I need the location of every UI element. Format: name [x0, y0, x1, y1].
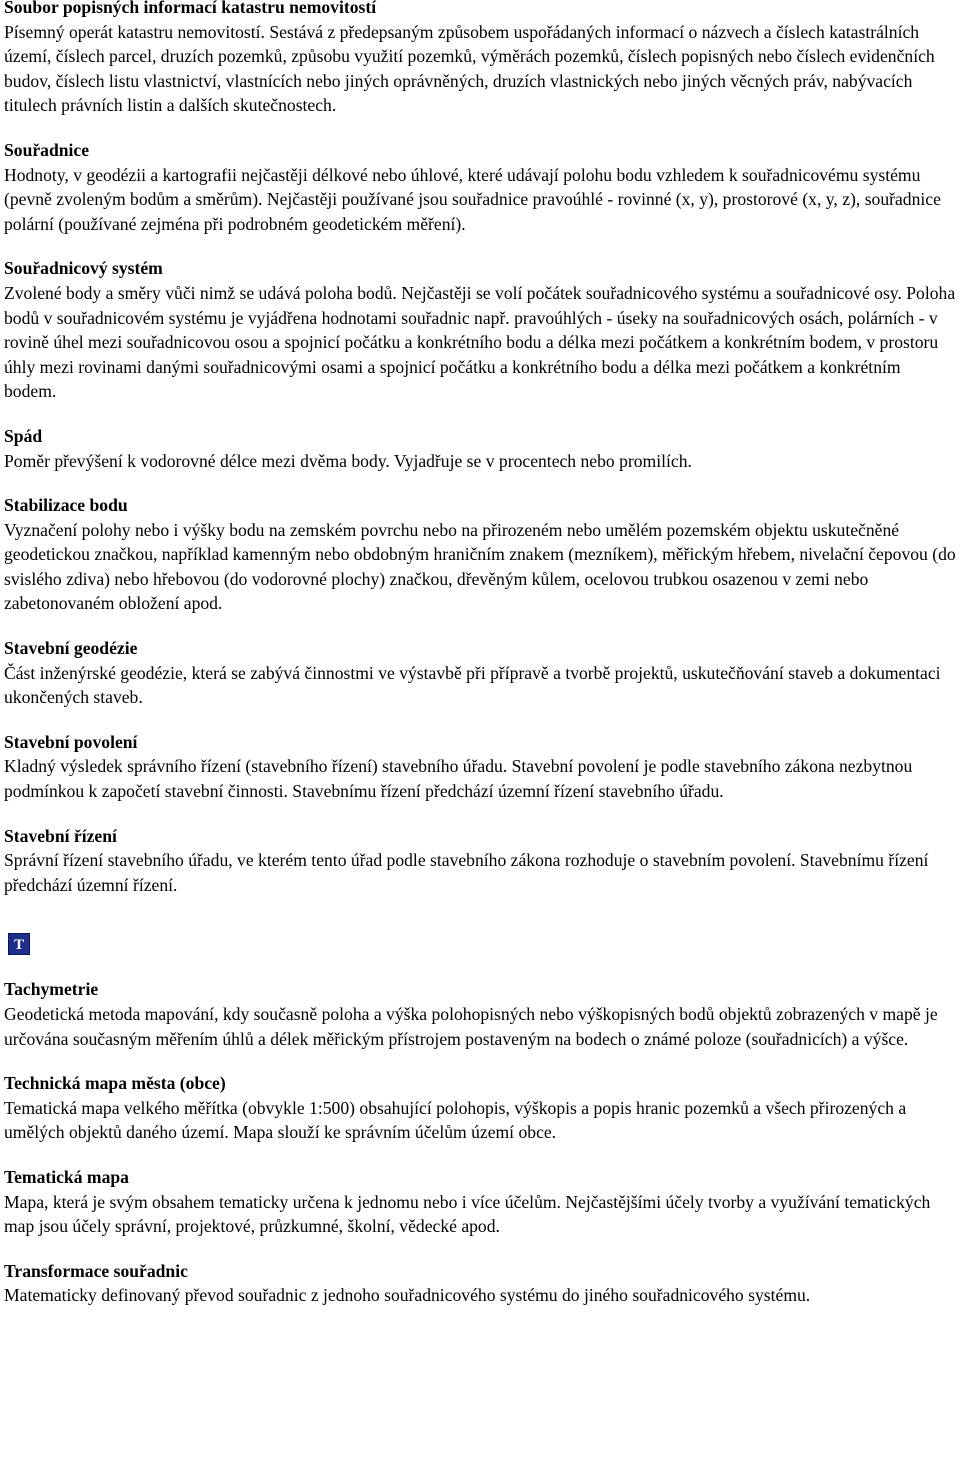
entry-definition: Geodetická metoda mapování, kdy současně poloha a výška polohopisných nebo výškopisných bodů objektů zobrazených v mapě je určována současným měřením úhlů a délek měřickým přístrojem postaveným na bodech o známé poloze (souřadnicích) a výšce. [4, 1004, 938, 1049]
entry-definition: Správní řízení stavebního úřadu, ve kterém tento úřad podle stavebního zákona rozhoduje o stavebním povolení. Stavebnímu řízení předchází územní řízení. [4, 850, 929, 895]
entry-term: Tachymetrie [4, 979, 99, 1000]
glossary-entry [4, 138, 956, 236]
entry-definition: Kladný výsledek správního řízení (stavebního řízení) stavebního úřadu. Stavební povolení je podle stavebního zákona nezbytnou podmínkou k započetí stavební činnosti. Stavebnímu řízení předchází územní řízení stavebního úřadu. [4, 756, 913, 802]
glossary-entry [4, 1259, 956, 1308]
entry-definition: Písemný operát katastru nemovitostí. Sestává z předepsaným způsobem uspořádaných informací o názvech a číslech katastrálních území, číslech parcel, druzích pozemků, způsobu využití pozemků, výměrách pozemků, číslech popisných nebo číslech evidenčních budov, číslech listu vlastnictví, vlastnících nebo jiných oprávněných, druzích vlastnických nebo jiných věcných práv, nabývacích titulech právních listin a dalších skutečnostech. [4, 21, 935, 116]
glossary-entry [4, 730, 956, 804]
letter-marker-t[interactable]: T [8, 933, 30, 955]
entry-term: Tematická mapa [4, 1166, 129, 1187]
entry-definition: Hodnoty, v geodézii a kartografii nejčastěji délkové nebo úhlové, které udávají polohu bodu vzhledem k souřadnicovému systému (pevně zvoleným bodům a směrům). Nejčastěji používané jsou souřadnice pravoúhlé - rovinné (x, y), prostorové (x, y, z), souřadnice polární (používané zejména při podrobném geodetickém měření). [4, 164, 941, 234]
entry-definition: Část inženýrské geodézie, která se zabývá činnostmi ve výstavbě při přípravě a tvorbě projektů, uskutečňování staveb a dokumentaci ukončených staveb. [4, 662, 941, 708]
glossary-entry [4, 636, 956, 710]
glossary-entry [4, 0, 956, 118]
entry-term: Technická mapa města (obce) [4, 1073, 226, 1094]
glossary-page [4, 0, 956, 1328]
entry-definition: Tematická mapa velkého měřítka (obvykle 1:500) obsahující polohopis, výškopis a popis hranic pozemků a všech přirozených a umělých objektů daného území. Mapa slouží ke správním účelům území obce. [4, 1097, 907, 1143]
entry-term: Stavební povolení [4, 731, 138, 752]
entry-definition: Vyznačení polohy nebo i výšky bodu na zemském povrchu nebo na přirozeném nebo umělém pozemském objektu uskutečněné geodetickou značkou, například kamenným nebo obdobným hraničním znakem (mezníkem), měřickým hřebem, nivelační čepovou (do svislého zdiva) nebo hřebovou (do vodorovné plochy) značkou, dřevěným kůlem, ocelovou trubkou osazenou v zemi nebo zabetonovaném obložení apod. [4, 519, 956, 614]
letter-section [4, 917, 956, 977]
glossary-entry [4, 977, 956, 1051]
glossary-entry [4, 1071, 956, 1145]
entry-definition: Zvolené body a směry vůči nimž se udává poloha bodů. Nejčastěji se volí počátek souřadnicového systému a souřadnicové osy. Poloha bodů v souřadnicovém systému je vyjádřena hodnotami souřadnic např. pravoúhlých - úseky na souřadnicových osách, polárních - v rovině úhel mezi souřadnicovou osou a spojnicí počátku a konkrétního bodu a délka mezi počátkem a konkrétním bodem, v prostoru úhly mezi rovinami danými souřadnicovými osami a spojnicí počátku a konkrétního bodu a délka mezi počátkem a konkrétním bodem. [4, 282, 956, 402]
entry-definition: Matematicky definovaný převod souřadnic z jednoho souřadnicového systému do jiného souřadnicového systému. [4, 1285, 811, 1306]
entry-term: Soubor popisných informací katastru nemovitostí [4, 0, 377, 17]
glossary-entry [4, 493, 956, 616]
entry-definition: Poměr převýšení k vodorovné délce mezi dvěma body. Vyjadřuje se v procentech nebo promilích. [4, 450, 692, 471]
entry-term: Stabilizace bodu [4, 495, 128, 516]
glossary-entry [4, 1165, 956, 1239]
entry-term: Souřadnicový systém [4, 258, 163, 279]
entry-term: Stavební řízení [4, 825, 117, 846]
entry-term: Stavební geodézie [4, 638, 138, 659]
entry-term: Souřadnice [4, 139, 90, 160]
glossary-entry [4, 424, 956, 473]
entry-term: Spád [4, 425, 43, 446]
entry-term: Transformace souřadnic [4, 1260, 188, 1281]
glossary-entry [4, 256, 956, 404]
glossary-entry [4, 824, 956, 898]
entry-definition: Mapa, která je svým obsahem tematicky určena k jednomu nebo i více účelům. Nejčastějšími účely tvorby a využívání tematických map jsou účely správní, projektové, průzkumné, školní, vědecké apod. [4, 1191, 931, 1237]
